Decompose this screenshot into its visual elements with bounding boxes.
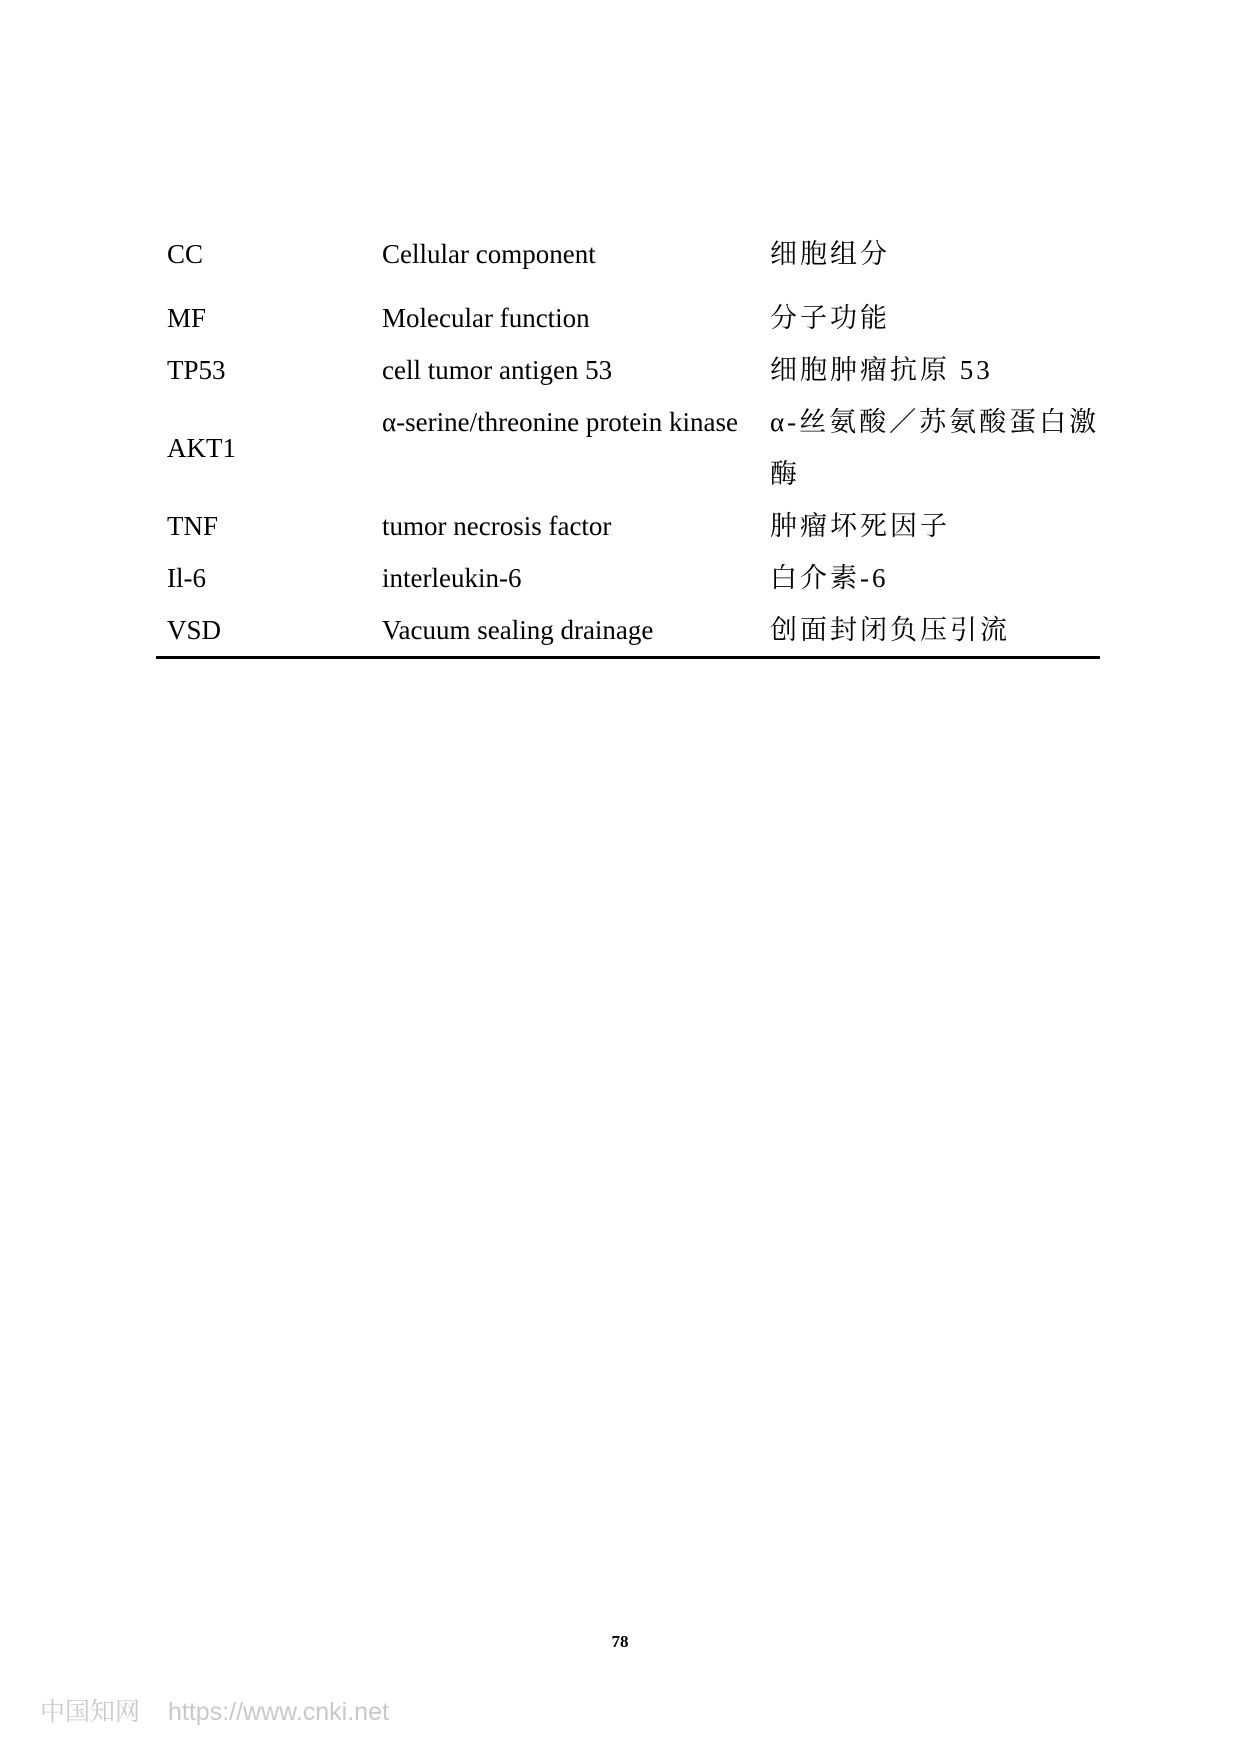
table-row	[156, 396, 1100, 500]
english-term-cell: Vacuum sealing drainage	[382, 615, 654, 645]
table-row	[156, 552, 1100, 604]
english-term-cell: tumor necrosis factor	[382, 511, 612, 541]
watermark-url[interactable]: https://www.cnki.net	[168, 1698, 389, 1726]
abbreviation-cell: MF	[167, 303, 207, 333]
english-term-cell: Molecular function	[382, 303, 590, 333]
abbreviation-cell: TP53	[167, 355, 226, 385]
chinese-term-cell: 白介素-6	[770, 563, 889, 593]
table-row	[156, 344, 1100, 396]
page-number: 78	[611, 1632, 629, 1651]
abbreviation-cell: AKT1	[167, 433, 236, 463]
english-term-cell: α-serine/threonine protein kinase	[382, 407, 739, 437]
english-term-cell: cell tumor antigen 53	[382, 355, 613, 385]
chinese-term-cell: 细胞组分	[770, 239, 890, 269]
abbreviation-cell: Il-6	[167, 563, 206, 593]
abbreviation-cell: VSD	[167, 615, 222, 645]
watermark	[40, 1692, 389, 1728]
watermark-brand: 中国知网	[40, 1698, 141, 1726]
abbreviation-cell: CC	[167, 239, 204, 269]
chinese-term-cell: 细胞肿瘤抗原 53	[770, 355, 993, 385]
chinese-term-cell: 肿瘤坏死因子	[770, 511, 950, 541]
abbreviation-cell: TNF	[167, 511, 219, 541]
chinese-term-cell: 创面封闭负压引流	[770, 615, 1010, 645]
table-row	[156, 228, 1100, 280]
abbreviation-table	[156, 228, 1100, 656]
chinese-term-cell: 分子功能	[770, 303, 890, 333]
table-row	[156, 604, 1100, 656]
table-row	[156, 500, 1100, 552]
table-row	[156, 292, 1100, 344]
english-term-cell: interleukin-6	[382, 563, 522, 593]
english-term-cell: Cellular component	[382, 239, 596, 269]
chinese-term-cell: α-丝氨酸／苏氨酸蛋白激酶	[770, 407, 1100, 489]
table-bottom-rule	[156, 656, 1100, 659]
